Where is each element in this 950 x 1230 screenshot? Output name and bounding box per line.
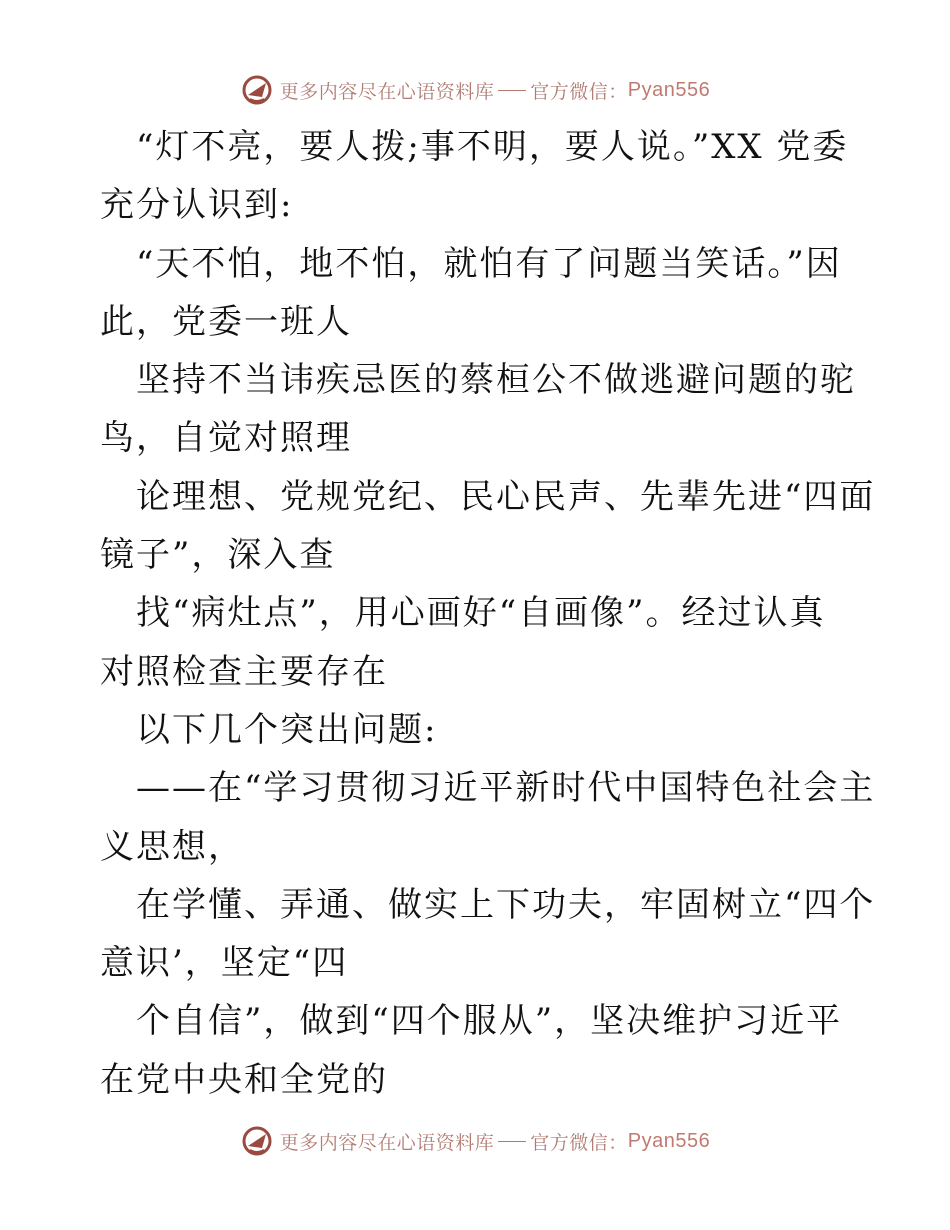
text-line: 个自信”，做到“四个服从”，坚决维护习近平 xyxy=(136,1001,843,1042)
text-line: 论理想、党规党纪、民心民声、先辈先进“四面 xyxy=(136,476,876,517)
footer-watermark xyxy=(0,1121,950,1161)
text-line: 镜子”，深入查 xyxy=(100,535,336,576)
watermark-dash xyxy=(498,1141,526,1142)
text-line: 意识’，坚定“四 xyxy=(100,943,349,984)
text-line: “天不怕，地不怕，就怕有了问题当笑话。”因 xyxy=(136,243,842,284)
text-line: 找“病灶点”，用心画好“自画像”。经过认真 xyxy=(136,593,826,634)
watermark-suffix: 官方微信： xyxy=(530,80,628,103)
watermark-dash xyxy=(498,90,526,91)
text-line: 义思想， xyxy=(100,826,244,867)
text-line: 在党中央和全党的 xyxy=(100,1059,388,1100)
text-line: 鸟，自觉对照理 xyxy=(100,418,352,459)
text-line: 以下几个突出问题: xyxy=(136,709,438,750)
header-watermark xyxy=(0,70,950,110)
watermark-id: Pyan556 xyxy=(627,78,711,101)
watermark-id: Pyan556 xyxy=(627,1129,711,1152)
logo-icon xyxy=(240,73,274,107)
watermark-text: 更多内容尽在心语资料库 xyxy=(279,80,495,103)
logo-icon xyxy=(240,1124,274,1158)
text-line: 坚持不当讳疾忌医的蔡桓公不做逃避问题的驼 xyxy=(136,360,856,401)
text-line: 此，党委一班人 xyxy=(100,301,352,342)
watermark-text: 更多内容尽在心语资料库 xyxy=(279,1131,495,1154)
watermark-suffix: 官方微信： xyxy=(530,1131,628,1154)
text-line: 在学懂、弄通、做实上下功夫，牢固树立“四个 xyxy=(136,884,876,925)
text-line: ——在“学习贯彻习近平新时代中国特色社会主 xyxy=(136,768,876,809)
text-line: 充分认识到: xyxy=(100,185,294,226)
text-line: 对照检查主要存在 xyxy=(100,651,388,692)
text-line: “灯不亮，要人拨;事不明，要人说。”XX 党委 xyxy=(136,127,849,167)
document-body xyxy=(100,118,876,1109)
